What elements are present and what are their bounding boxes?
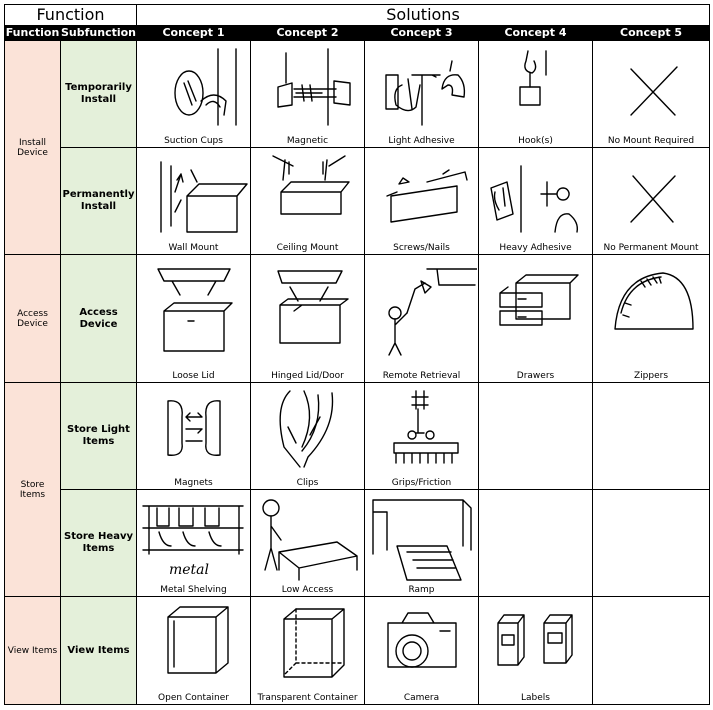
grips-friction-sketch bbox=[372, 387, 472, 471]
drawers-sketch bbox=[486, 259, 586, 359]
metal-shelving-sketch bbox=[139, 494, 249, 584]
solution-screws-nails bbox=[365, 148, 479, 255]
transparent-container-sketch bbox=[258, 601, 358, 687]
solution-metal-shelving bbox=[137, 490, 251, 597]
subfunction-temporarily-install: Temporarily Install bbox=[61, 41, 137, 148]
solution-wall-mount bbox=[137, 148, 251, 255]
function-view-items: View Items bbox=[5, 597, 61, 705]
solution-open-container bbox=[137, 597, 251, 705]
solution-hooks bbox=[479, 41, 593, 148]
caption: Ramp bbox=[408, 585, 435, 595]
caption: Clips bbox=[296, 478, 319, 488]
caption: No Permanent Mount bbox=[603, 243, 699, 253]
solution-heavy-adhesive bbox=[479, 148, 593, 255]
caption: Hinged Lid/Door bbox=[271, 371, 344, 381]
solution-magnets bbox=[137, 383, 251, 490]
solution-empty bbox=[479, 383, 593, 490]
morphological-chart bbox=[4, 4, 710, 705]
caption: Hook(s) bbox=[518, 136, 553, 146]
caption: Wall Mount bbox=[168, 243, 219, 253]
caption: Transparent Container bbox=[257, 693, 358, 703]
open-container-sketch bbox=[144, 601, 244, 687]
solution-camera bbox=[365, 597, 479, 705]
concept-5-header: Concept 5 bbox=[593, 26, 710, 41]
solution-empty bbox=[593, 490, 710, 597]
solution-empty bbox=[479, 490, 593, 597]
solution-empty bbox=[593, 383, 710, 490]
caption: Light Adhesive bbox=[388, 136, 455, 146]
caption: Labels bbox=[521, 693, 550, 703]
zipper-bag-sketch bbox=[601, 259, 701, 359]
caption: Screws/Nails bbox=[393, 243, 450, 253]
solutions-title: Solutions bbox=[137, 5, 710, 26]
solution-clips bbox=[251, 383, 365, 490]
caption: Grips/Friction bbox=[391, 478, 452, 488]
function-install-device: Install Device bbox=[5, 41, 61, 255]
caption: No Mount Required bbox=[607, 136, 695, 146]
solution-empty bbox=[593, 597, 710, 705]
loose-lid-sketch bbox=[144, 259, 244, 359]
solution-drawers bbox=[479, 255, 593, 383]
function-column-header: Function bbox=[5, 26, 60, 39]
subfunction-view-items: View Items bbox=[61, 597, 137, 705]
solution-ceiling-mount bbox=[251, 148, 365, 255]
cross-icon bbox=[601, 45, 701, 129]
concept-2-header: Concept 2 bbox=[251, 26, 365, 41]
solution-no-permanent-mount bbox=[593, 148, 710, 255]
caption: Camera bbox=[403, 693, 440, 703]
suction-cups-sketch bbox=[144, 45, 244, 129]
solution-remote-retrieval bbox=[365, 255, 479, 383]
hinged-lid-sketch bbox=[258, 259, 358, 359]
solution-labels bbox=[479, 597, 593, 705]
caption: Magnetic bbox=[286, 136, 329, 146]
solution-transparent-container bbox=[251, 597, 365, 705]
light-adhesive-sketch bbox=[372, 45, 472, 129]
caption: Heavy Adhesive bbox=[499, 243, 572, 253]
wall-mount-sketch bbox=[139, 152, 249, 236]
clips-sketch bbox=[258, 387, 358, 471]
hooks-sketch bbox=[486, 45, 586, 129]
labels-sketch bbox=[486, 601, 586, 687]
low-access-sketch bbox=[253, 494, 363, 584]
solution-no-mount-required bbox=[593, 41, 710, 148]
camera-icon bbox=[372, 601, 472, 687]
function-access-device: Access Device bbox=[5, 255, 61, 383]
caption: Ceiling Mount bbox=[276, 243, 339, 253]
concept-4-header: Concept 4 bbox=[479, 26, 593, 41]
screws-nails-sketch bbox=[367, 152, 477, 236]
caption: Remote Retrieval bbox=[382, 371, 461, 381]
subfunction-permanently-install: Permanently Install bbox=[61, 148, 137, 255]
caption: Magnets bbox=[174, 478, 213, 488]
caption: Loose Lid bbox=[172, 371, 215, 381]
subfunction-store-heavy-items: Store Heavy Items bbox=[61, 490, 137, 597]
subfunction-column-header: Subfunction bbox=[61, 26, 137, 39]
caption: Metal Shelving bbox=[160, 585, 227, 595]
solution-hinged-lid bbox=[251, 255, 365, 383]
caption: Low Access bbox=[281, 585, 334, 595]
magnetic-sketch bbox=[258, 45, 358, 129]
solution-low-access bbox=[251, 490, 365, 597]
function-store-items: Store Items bbox=[5, 383, 61, 597]
subfunction-store-light-items: Store Light Items bbox=[61, 383, 137, 490]
caption: Suction Cups bbox=[164, 136, 223, 146]
caption: Drawers bbox=[516, 371, 555, 381]
cross-icon bbox=[601, 152, 701, 236]
concept-3-header: Concept 3 bbox=[365, 26, 479, 41]
solution-loose-lid bbox=[137, 255, 251, 383]
ceiling-mount-sketch bbox=[253, 152, 363, 236]
solution-zippers bbox=[593, 255, 710, 383]
subfunction-access-device: Access Device bbox=[61, 255, 137, 383]
solution-light-adhesive bbox=[365, 41, 479, 148]
solution-magnetic bbox=[251, 41, 365, 148]
solution-grips-friction bbox=[365, 383, 479, 490]
caption: Open Container bbox=[158, 693, 229, 703]
metal-handwriting: metal bbox=[168, 562, 209, 578]
remote-retrieval-sketch bbox=[367, 259, 477, 359]
solution-suction-cups bbox=[137, 41, 251, 148]
concept-1-header: Concept 1 bbox=[137, 26, 251, 41]
solution-ramp bbox=[365, 490, 479, 597]
caption: Zippers bbox=[634, 371, 669, 381]
ramp-sketch bbox=[367, 494, 477, 584]
heavy-adhesive-sketch bbox=[481, 152, 591, 236]
function-title: Function bbox=[5, 5, 137, 26]
magnets-sketch bbox=[144, 387, 244, 471]
